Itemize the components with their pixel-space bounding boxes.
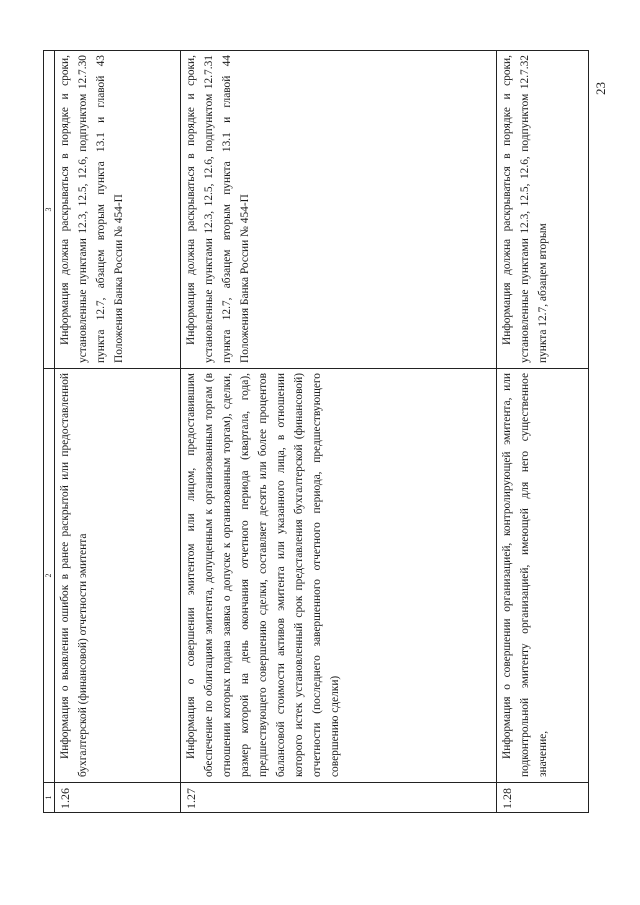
row-description	[496, 369, 588, 783]
header-col-2: 2	[44, 369, 55, 783]
row-description	[180, 369, 496, 783]
row-requirements-text: Информация должна раскрываться в порядке и сроки, установленные пунктами 12.3, 12.5, 12.6, подпунктом 12.7.30 пункта 12.7, абзацем вторым пункта 13.1 и главой 43 Положения Банка России № 454-П	[58, 55, 125, 363]
row-requirements	[496, 51, 588, 369]
row-description-text: Информация о выявлении ошибок в ранее раскрытой или предоставленной бухгалтерской (финансовой) отчетности эмитента	[58, 373, 89, 777]
header-col-1: 1	[44, 783, 55, 813]
page-number: 23	[593, 82, 608, 95]
row-requirements-text: Информация должна раскрываться в порядке и сроки, установленные пунктами 12.3, 12.5, 12.6, подпунктом 12.7.31 пункта 12.7, абзацем вторым пункта 13.1 и главой 44 Положения Банка России № 454-П	[184, 55, 251, 363]
row-requirements	[180, 51, 496, 369]
row-description	[54, 369, 180, 783]
row-description-text: Информация о совершении эмитентом или лицом, предоставившим обеспечение по облигациям эмитента, допущенным к организованным торгам (в отношении которых подана заявка о допуске к организованным торгам), сделки, размер которой на день окончания отчетного периода (квартала, года), предшествующего совершению сделки, составляет десять или более процентов балансовой стоимости активов эмитента или указанного лица, в отношении которого истек установленный срок представления бухгалтерской (финансовой) отчетности (последнего завершенного отчетного периода, предшествующего совершению сделки)	[184, 373, 341, 777]
row-requirements-text: Информация должна раскрываться в порядке и сроки, установленные пунктами 12.3, 12.5, 12.6, подпунктом 12.7.32 пункта 12.7, абзацем вторым	[500, 55, 549, 363]
table-header-row	[44, 51, 55, 813]
disclosure-table	[43, 50, 589, 813]
row-requirements	[54, 51, 180, 369]
row-number: 1.26	[54, 783, 180, 813]
row-number: 1.28	[496, 783, 588, 813]
row-description-text: Информация о совершении организацией, контролирующей эмитента, или подконтрольной эмитенту организацией, имеющей для него существенное значение,	[500, 373, 549, 777]
header-col-3: 3	[44, 51, 55, 369]
table-row	[496, 51, 588, 813]
row-number: 1.27	[180, 783, 496, 813]
table-row	[180, 51, 496, 813]
table-row	[54, 51, 180, 813]
